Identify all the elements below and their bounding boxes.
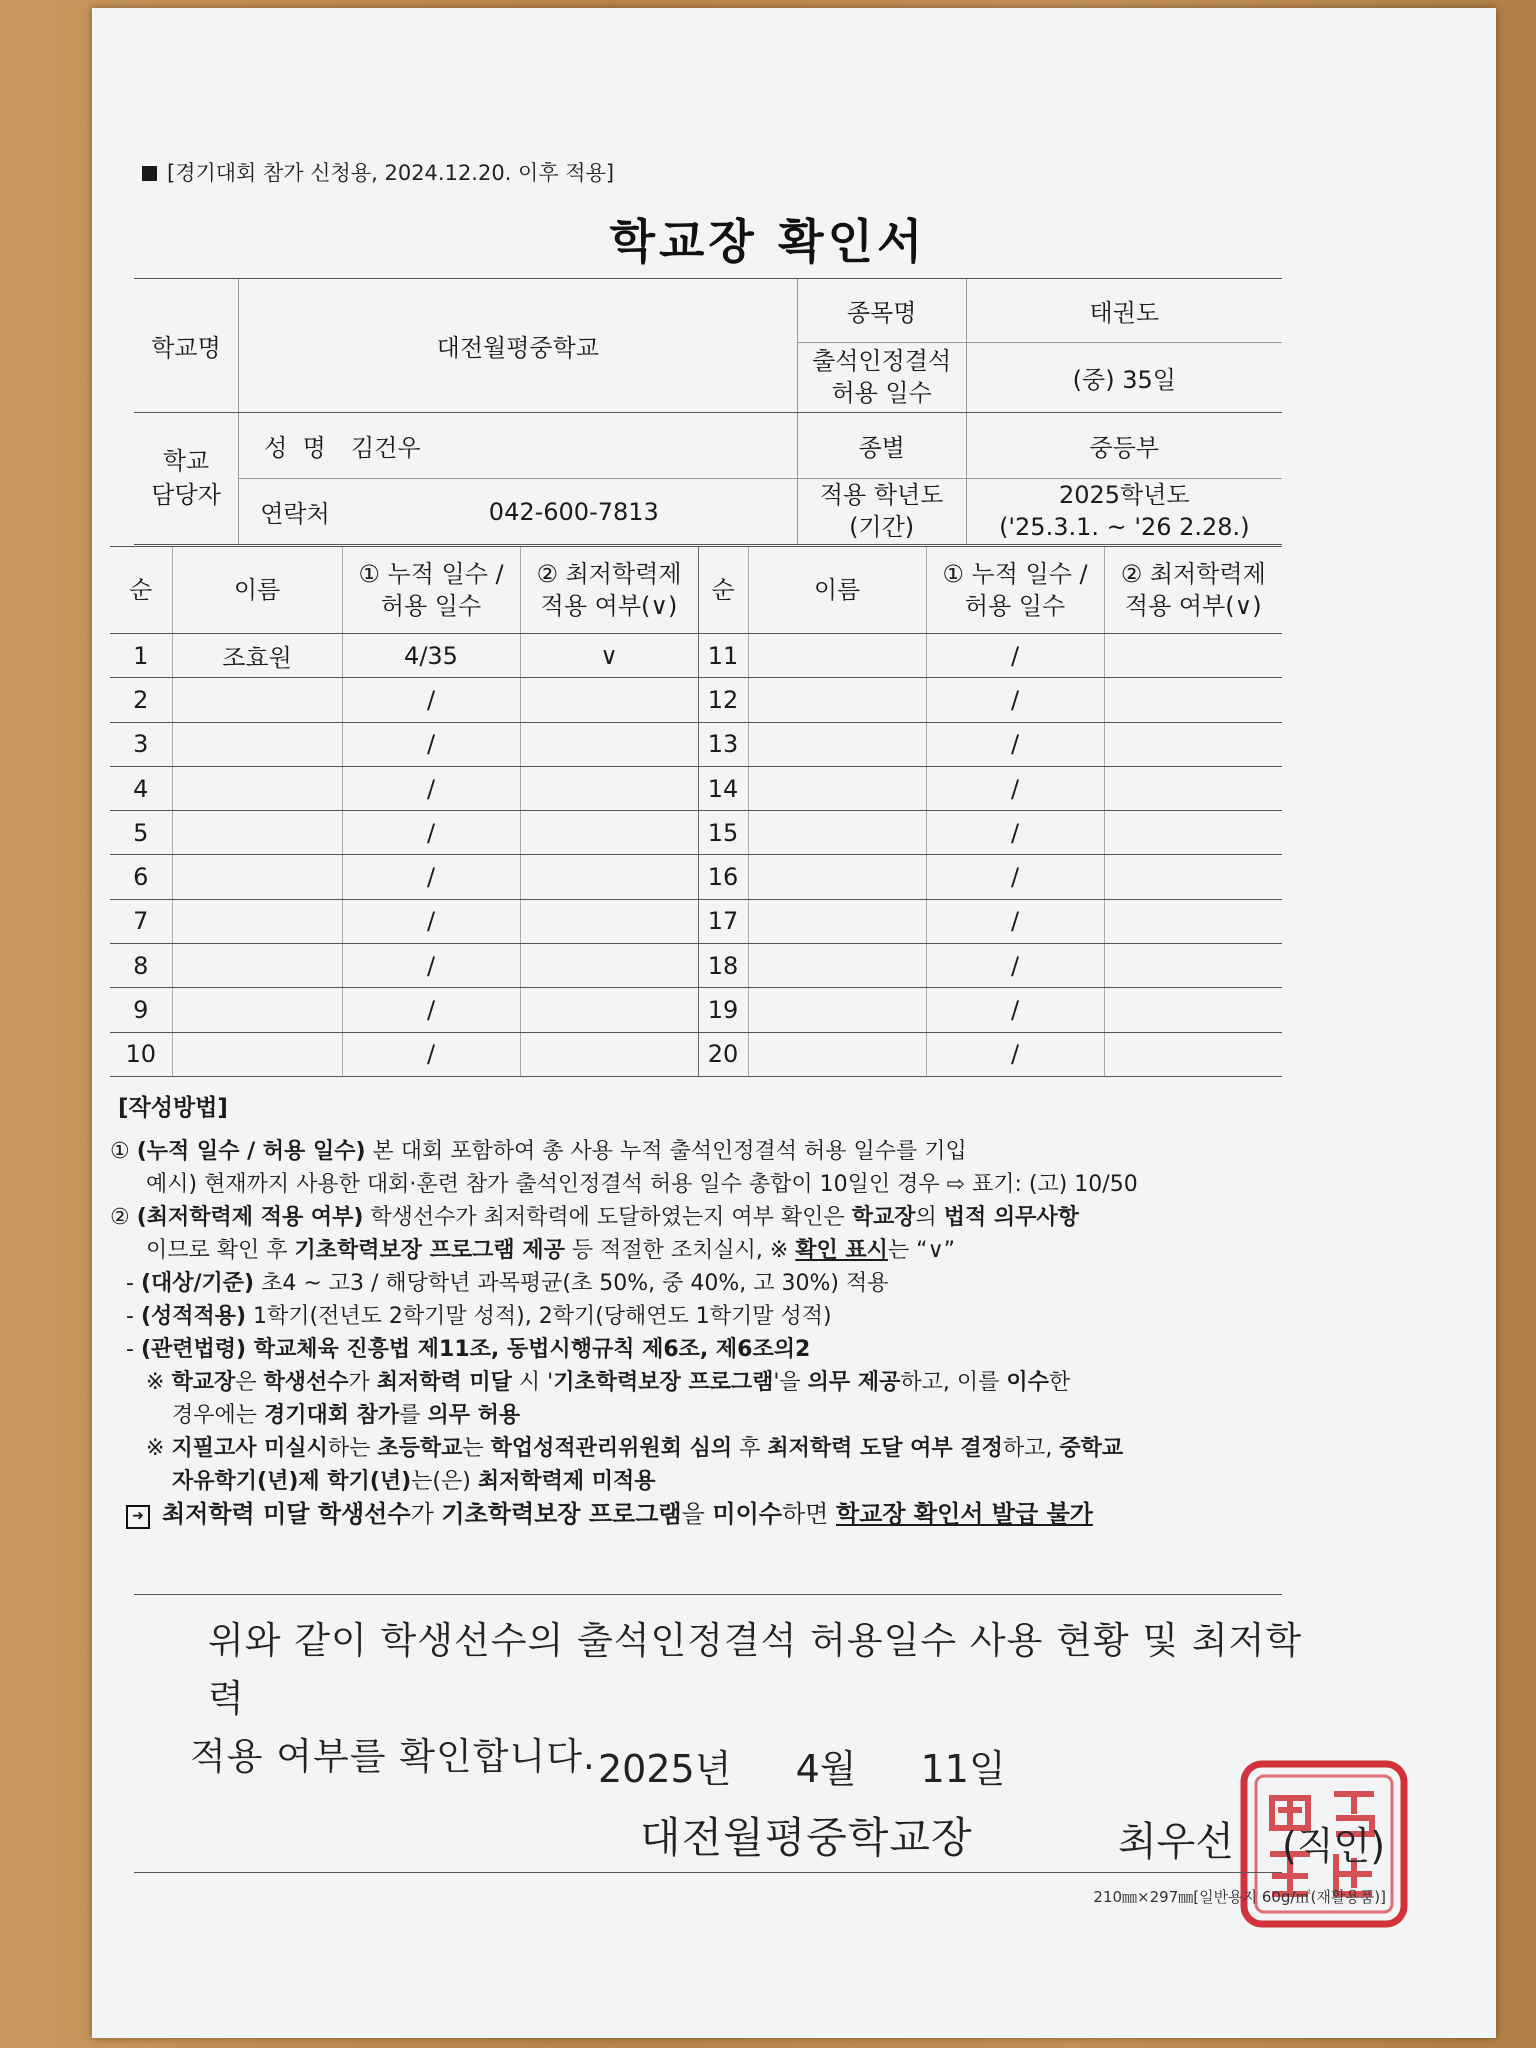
header-no: 순 <box>110 547 172 634</box>
min-academic-check <box>1104 634 1282 678</box>
row-number: 4 <box>110 766 172 810</box>
athlete-name <box>748 944 926 988</box>
school-name-label: 학교명 <box>134 279 239 413</box>
athlete-name <box>748 678 926 722</box>
note-1-cont: 경우에는 경기대회 참가를 의무 허용 <box>172 1403 521 1428</box>
athlete-name <box>748 766 926 810</box>
header-min-academic: ② 최저학력제 적용 여부(∨) <box>520 547 698 634</box>
min-academic-check <box>1104 811 1282 855</box>
header-name: 이름 <box>172 547 342 634</box>
principal-name: 최우선 <box>1118 1819 1234 1865</box>
days-used: / <box>926 722 1104 766</box>
min-academic-check <box>1104 722 1282 766</box>
athlete-table <box>110 546 1282 1077</box>
days-used: / <box>926 634 1104 678</box>
event-value: 태권도 <box>966 279 1282 343</box>
days-used: 4/35 <box>342 634 520 678</box>
athlete-name <box>172 1032 342 1076</box>
school-name-value: 대전월평중학교 <box>239 279 798 413</box>
criteria-target: - (대상/기준) 초4 ~ 고3 / 해당학년 과목평균(초 50%, 중 40%, 고 30%) 적용 <box>126 1271 889 1296</box>
contact-label: 연락처 <box>239 479 352 545</box>
athlete-name <box>172 944 342 988</box>
athlete-name <box>172 988 342 1032</box>
athlete-name <box>748 988 926 1032</box>
staff-label: 학교 담당자 <box>134 413 239 545</box>
issue-date: 2025년 4월 11일 <box>598 1747 1006 1791</box>
days-used: / <box>342 678 520 722</box>
days-used: / <box>926 811 1104 855</box>
note-1: ※ 학교장은 학생선수가 최저학력 미달 시 '기초학력보장 프로그램'을 의무 제공하고, 이를 이수한 <box>146 1370 1071 1395</box>
days-used: / <box>342 855 520 899</box>
days-used: / <box>342 722 520 766</box>
min-academic-check <box>520 899 698 943</box>
form-usage-tag: [경기대회 참가 신청용, 2024.12.20. 이후 적용] <box>142 157 614 187</box>
header-min-academic: ② 최저학력제 적용 여부(∨) <box>1104 547 1282 634</box>
days-used: / <box>926 766 1104 810</box>
days-used: / <box>342 1032 520 1076</box>
table-row <box>110 855 1282 899</box>
athlete-name <box>172 811 342 855</box>
allowance-label: 출석인정결석 허용 일수 <box>797 343 966 413</box>
row-number: 9 <box>110 988 172 1032</box>
note-2-cont: 자유학기(년)제 학기(년)는(은) 최저학력제 미적용 <box>172 1469 656 1494</box>
staff-name-value: 김건우 <box>351 413 797 479</box>
min-academic-check <box>520 855 698 899</box>
table-row <box>110 944 1282 988</box>
min-academic-check <box>1104 944 1282 988</box>
arrow-box-icon: ➜ <box>126 1505 150 1529</box>
athlete-name <box>172 855 342 899</box>
min-academic-check: ∨ <box>520 634 698 678</box>
table-row <box>110 811 1282 855</box>
table-row <box>110 988 1282 1032</box>
seal-mark-text: (직인) <box>1282 1824 1386 1868</box>
row-number: 16 <box>698 855 748 899</box>
row-number: 20 <box>698 1032 748 1076</box>
row-number: 2 <box>110 678 172 722</box>
row-number: 6 <box>110 855 172 899</box>
athlete-name <box>748 634 926 678</box>
row-number: 10 <box>110 1032 172 1076</box>
table-row <box>110 899 1282 943</box>
min-academic-check <box>1104 988 1282 1032</box>
athlete-name <box>748 899 926 943</box>
note-2: ※ 지필고사 미실시하는 초등학교는 학업성적관리위원회 심의 후 최저학력 도달 여부 결정하고, 중학교 <box>146 1436 1124 1461</box>
division-value: 중등부 <box>966 413 1282 479</box>
row-number: 18 <box>698 944 748 988</box>
square-bullet-icon <box>142 166 157 181</box>
row-number: 7 <box>110 899 172 943</box>
athlete-name <box>748 722 926 766</box>
athlete-name <box>748 855 926 899</box>
header-days: ① 누적 일수 / 허용 일수 <box>342 547 520 634</box>
instructions-heading: [작성방법] <box>118 1095 228 1121</box>
row-number: 5 <box>110 811 172 855</box>
min-academic-check <box>1104 766 1282 810</box>
table-row <box>110 766 1282 810</box>
header-days: ① 누적 일수 / 허용 일수 <box>926 547 1104 634</box>
athlete-name: 조효원 <box>172 634 342 678</box>
instruction-1-example: 예시) 현재까지 사용한 대회·훈련 참가 출석인정결석 허용 일수 총합이 10일인 경우 ⇨ 표기: (고) 10/50 <box>146 1172 1138 1197</box>
row-number: 8 <box>110 944 172 988</box>
contact-value: 042-600-7813 <box>351 479 797 545</box>
staff-name-label: 성 명 <box>239 413 352 479</box>
instructions-section <box>110 1092 1290 1531</box>
min-academic-check <box>1104 899 1282 943</box>
row-number: 11 <box>698 634 748 678</box>
days-used: / <box>342 944 520 988</box>
row-number: 15 <box>698 811 748 855</box>
row-number: 19 <box>698 988 748 1032</box>
row-number: 12 <box>698 678 748 722</box>
min-academic-check <box>520 722 698 766</box>
athlete-name <box>172 899 342 943</box>
header-name: 이름 <box>748 547 926 634</box>
days-used: / <box>342 811 520 855</box>
bottom-divider <box>134 1872 1282 1873</box>
divider <box>134 1594 1282 1595</box>
days-used: / <box>926 899 1104 943</box>
min-academic-check <box>520 811 698 855</box>
min-academic-check <box>1104 1032 1282 1076</box>
allowance-value: (중) 35일 <box>966 343 1282 413</box>
instruction-2: ② (최저학력제 적용 여부) 학생선수가 최저학력에 도달하였는지 여부 확인은 학교장의 법적 의무사항 <box>110 1205 1079 1230</box>
row-number: 13 <box>698 722 748 766</box>
table-row <box>110 634 1282 678</box>
document-title: 학교장 확인서 <box>609 215 927 270</box>
days-used: / <box>926 1032 1104 1076</box>
days-used: / <box>926 855 1104 899</box>
days-used: / <box>342 899 520 943</box>
athlete-name <box>172 678 342 722</box>
issuance-notice: ➜ 최저학력 미달 학생선수가 기초학력보장 프로그램을 미이수하면 학교장 확인서 발급 불가 <box>110 1498 1290 1531</box>
division-label: 종별 <box>797 413 966 479</box>
days-used: / <box>926 678 1104 722</box>
min-academic-check <box>520 1032 698 1076</box>
days-used: / <box>342 988 520 1032</box>
athlete-name <box>748 811 926 855</box>
min-academic-check <box>1104 678 1282 722</box>
min-academic-check <box>520 766 698 810</box>
principal-title: 대전월평중학교장 <box>640 1813 973 1862</box>
table-row <box>110 1032 1282 1076</box>
instruction-1: ① (누적 일수 / 허용 일수) 본 대회 포함하여 총 사용 누적 출석인정결석 허용 일수를 기입 <box>110 1139 967 1164</box>
athlete-name <box>172 766 342 810</box>
athlete-name <box>748 1032 926 1076</box>
min-academic-check <box>1104 855 1282 899</box>
row-number: 14 <box>698 766 748 810</box>
header-no: 순 <box>698 547 748 634</box>
athlete-name <box>172 722 342 766</box>
school-info-table <box>134 278 1282 545</box>
year-label: 적용 학년도 (기간) <box>797 479 966 545</box>
row-number: 17 <box>698 899 748 943</box>
instruction-2-cont: 이므로 확인 후 기초학력보장 프로그램 제공 등 적절한 조치실시, ※ 확인 표시는 “∨” <box>146 1238 956 1263</box>
table-row <box>110 678 1282 722</box>
event-label: 종목명 <box>797 279 966 343</box>
table-header-row <box>110 547 1282 634</box>
min-academic-check <box>520 678 698 722</box>
min-academic-check <box>520 944 698 988</box>
confirmation-statement: 위와 같이 학생선수의 출석인정결석 허용일수 사용 현황 및 최저학력 적용 여부를 확인합니다. <box>190 1619 1303 1778</box>
paper-spec: 210㎜×297㎜[일반용지 60g/㎡(재활용품)] <box>1093 1888 1386 1906</box>
criteria-grades: - (성적적용) 1학기(전년도 2학기말 성적), 2학기(당해연도 1학기말 성적) <box>126 1304 832 1329</box>
table-row <box>110 722 1282 766</box>
row-number: 1 <box>110 634 172 678</box>
min-academic-check <box>520 988 698 1032</box>
criteria-law: - (관련법령) 학교체육 진흥법 제11조, 동법시행규칙 제6조, 제6조의2 <box>126 1337 811 1362</box>
row-number: 3 <box>110 722 172 766</box>
athlete-table-body <box>110 634 1282 1077</box>
days-used: / <box>926 988 1104 1032</box>
year-value: 2025학년도 ('25.3.1. ~ '26 2.28.) <box>966 479 1282 545</box>
days-used: / <box>342 766 520 810</box>
days-used: / <box>926 944 1104 988</box>
